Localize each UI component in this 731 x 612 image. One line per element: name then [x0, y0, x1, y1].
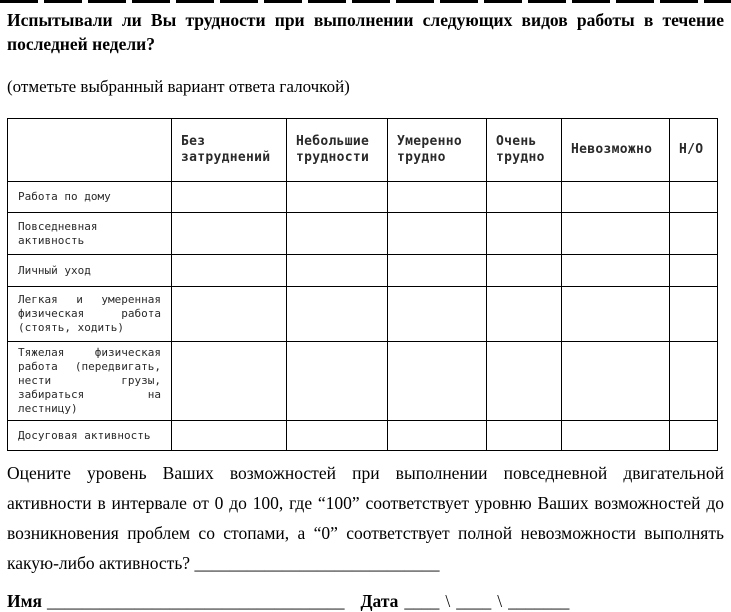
question-title: Испытывали ли Вы трудности при выполнении следующих видов работы в течение последней недели? — [7, 10, 724, 54]
top-divider-dashed-line — [0, 0, 731, 3]
answer-cell[interactable] — [487, 255, 562, 287]
answer-cell[interactable] — [670, 182, 718, 213]
answer-cell[interactable] — [670, 255, 718, 287]
name-label: Имя — [7, 591, 42, 611]
answer-cell[interactable] — [388, 421, 487, 451]
answer-cell[interactable] — [287, 287, 388, 342]
date-separator: \ — [445, 591, 451, 611]
table-row — [8, 255, 718, 287]
row-label-housework: Работа по дому — [8, 182, 172, 213]
answer-cell[interactable] — [487, 287, 562, 342]
column-header-slight-difficulty: Небольшие трудности — [287, 119, 388, 182]
answer-cell[interactable] — [562, 287, 670, 342]
answer-cell[interactable] — [388, 213, 487, 255]
answer-cell[interactable] — [287, 255, 388, 287]
column-header-na: Н/О — [670, 119, 718, 182]
table-row — [8, 421, 718, 451]
date-month-blank[interactable]: ____ — [456, 591, 492, 611]
date-year-blank[interactable]: _______ — [508, 591, 570, 611]
answer-cell[interactable] — [487, 342, 562, 421]
instruction-note: (отметьте выбранный вариант ответа галочкой) — [7, 77, 350, 96]
score-blank[interactable]: ____________________________ — [194, 553, 440, 573]
answer-cell[interactable] — [562, 213, 670, 255]
column-header-moderate-difficulty: Умеренно трудно — [388, 119, 487, 182]
row-label-daily-activity: Повседневная активность — [8, 213, 172, 255]
answer-cell[interactable] — [487, 421, 562, 451]
table-row — [8, 287, 718, 342]
name-blank[interactable]: __________________________________ — [47, 591, 345, 611]
answer-cell[interactable] — [287, 342, 388, 421]
table-row — [8, 182, 718, 213]
row-label-light-moderate-work: Легкая и умеренная физическая работа (стоять, ходить) — [8, 287, 172, 342]
table-row — [8, 213, 718, 255]
empty-corner-cell — [8, 119, 172, 182]
answer-cell[interactable] — [670, 213, 718, 255]
answer-cell[interactable] — [562, 342, 670, 421]
answer-cell[interactable] — [562, 182, 670, 213]
answer-cell[interactable] — [172, 421, 287, 451]
table-header-row — [8, 119, 718, 182]
answer-cell[interactable] — [487, 182, 562, 213]
difficulty-table — [7, 118, 718, 451]
answer-cell[interactable] — [287, 213, 388, 255]
answer-cell[interactable] — [487, 213, 562, 255]
answer-cell[interactable] — [172, 182, 287, 213]
answer-cell[interactable] — [388, 182, 487, 213]
column-header-no-difficulty: Без затруднений — [172, 119, 287, 182]
answer-cell[interactable] — [670, 342, 718, 421]
column-header-very-difficult: Очень трудно — [487, 119, 562, 182]
answer-cell[interactable] — [670, 421, 718, 451]
answer-cell[interactable] — [172, 287, 287, 342]
row-label-personal-care: Личный уход — [8, 255, 172, 287]
date-label: Дата — [360, 591, 399, 611]
answer-cell[interactable] — [287, 421, 388, 451]
row-label-leisure-activity: Досуговая активность — [8, 421, 172, 451]
questionnaire-page — [0, 9, 731, 612]
answer-cell[interactable] — [670, 287, 718, 342]
table-row — [8, 342, 718, 421]
answer-cell[interactable] — [388, 255, 487, 287]
date-day-blank[interactable]: ____ — [404, 591, 440, 611]
answer-cell[interactable] — [172, 213, 287, 255]
signature-row — [7, 591, 724, 612]
score-question — [7, 458, 724, 578]
answer-cell[interactable] — [388, 342, 487, 421]
score-question-text: Оцените уровень Ваших возможностей при выполнении повседневной двигательной активности в интервале от 0 до 100, где “100” соответствует уровню Ваших возможностей до возникновения проблем со стопами, а “0” соответствует полной невозможности выполнять какую-либо активность? — [7, 463, 724, 573]
answer-cell[interactable] — [562, 421, 670, 451]
row-label-heavy-work: Тяжелая физическая работа (передвигать, нести грузы, забираться на лестницу) — [8, 342, 172, 421]
answer-cell[interactable] — [388, 287, 487, 342]
answer-cell[interactable] — [562, 255, 670, 287]
answer-cell[interactable] — [172, 255, 287, 287]
answer-cell[interactable] — [287, 182, 388, 213]
column-header-impossible: Невозможно — [562, 119, 670, 182]
date-separator: \ — [497, 591, 503, 611]
answer-cell[interactable] — [172, 342, 287, 421]
